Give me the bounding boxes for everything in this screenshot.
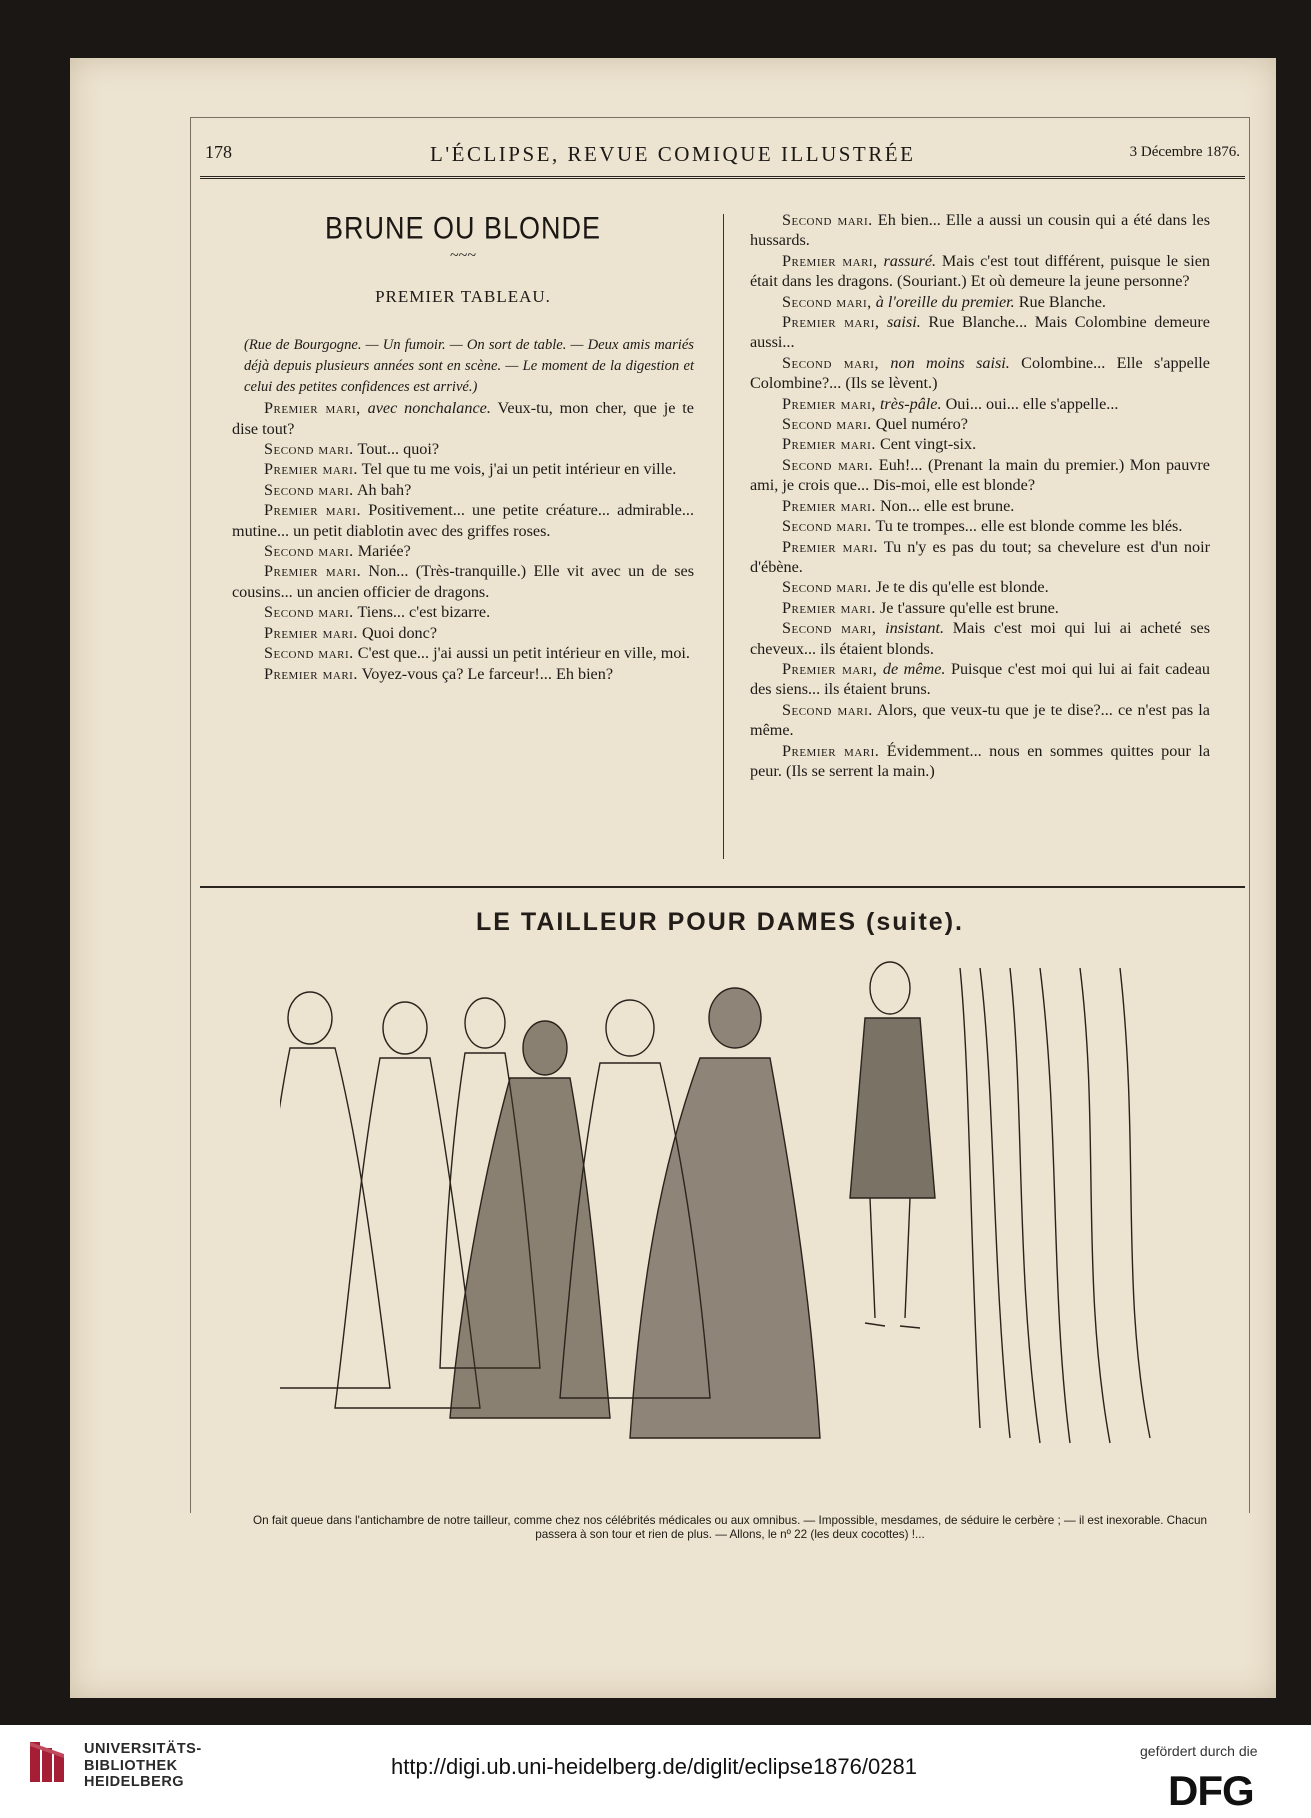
- speaker-name: Premier mari.: [782, 496, 876, 515]
- dialogue-line: [750, 292, 1210, 312]
- line-text: Non... (Très-tranquille.) Elle vit avec un de ses cousins... un ancien officier de dragons.: [232, 562, 694, 601]
- stage-cue: insistant.: [876, 619, 945, 638]
- dialogue-line: [750, 496, 1210, 516]
- speaker-name: Second mari.: [264, 542, 354, 561]
- speaker-name: Second mari.: [264, 440, 354, 459]
- line-text: Tel que tu me vois, j'ai un petit intérieur en ville.: [357, 460, 677, 479]
- right-column: [750, 210, 1210, 781]
- header-rule: [200, 176, 1245, 177]
- cartoon-title: LE TAILLEUR POUR DAMES (suite).: [476, 908, 964, 936]
- dialogue-line: [232, 643, 694, 663]
- speaker-name: Second mari.: [782, 415, 872, 434]
- dialogue-line: [232, 398, 694, 439]
- stage-cue: de même.: [877, 659, 946, 678]
- line-text: Tu n'y es pas du tout; sa chevelure est d'un noir d'ébène.: [750, 537, 1210, 576]
- header-rule-double: [200, 178, 1245, 179]
- source-url-link[interactable]: http://digi.ub.uni-heidelberg.de/diglit/eclipse1876/0281: [391, 1754, 917, 1779]
- speaker-name: Second mari.: [782, 455, 874, 474]
- dialogue-line: [750, 251, 1210, 292]
- speaker-name: Premier mari.: [264, 460, 358, 479]
- speaker-name: Premier mari.: [264, 562, 362, 581]
- line-text: Mais c'est tout différent, puisque le sien était dans les dragons. (Souriant.) Et où demeure la jeune personne?: [750, 251, 1211, 291]
- speaker-name: Second mari,: [782, 619, 877, 638]
- line-text: Voyez-vous ça? Le farceur!... Eh bien?: [357, 664, 614, 683]
- speaker-name: Second mari,: [782, 292, 872, 311]
- university-logo-icon: [28, 1738, 72, 1786]
- dialogue-line: [232, 664, 694, 684]
- speaker-name: Second mari.: [264, 644, 354, 663]
- stage-cue: avec nonchalance.: [360, 399, 491, 418]
- line-text: Veux-tu, mon cher, que je te dise tout?: [232, 399, 694, 438]
- speaker-name: Second mari.: [782, 578, 872, 597]
- line-text: Colombine... Elle s'appelle Colombine?... (Ils se lèvent.): [750, 353, 1210, 393]
- dialogue-line: [750, 210, 1210, 251]
- line-text: Tiens... c'est bizarre.: [353, 603, 491, 622]
- dialogue-line: [232, 439, 694, 459]
- line-text: Puisque c'est moi qui lui ai fait cadeau des siens... ils étaient bruns.: [750, 659, 1210, 699]
- stage-cue: à l'oreille du premier.: [871, 292, 1015, 311]
- speaker-name: Premier mari.: [782, 741, 880, 760]
- dialogue-line: [750, 353, 1210, 394]
- page-header: [205, 142, 1240, 172]
- speaker-name: Premier mari,: [782, 251, 878, 270]
- line-text: Rue Blanche.: [1014, 292, 1106, 311]
- line-text: Oui... oui... elle s'appelle...: [941, 394, 1119, 413]
- section-rule: [200, 886, 1245, 888]
- dialogue-line: [750, 455, 1210, 496]
- line-text: Ah bah?: [353, 480, 412, 499]
- speaker-name: Premier mari.: [782, 537, 878, 556]
- journal-title: L'ÉCLIPSE, REVUE COMIQUE ILLUSTRÉE: [430, 142, 916, 166]
- dialogue-line: [750, 598, 1210, 618]
- speaker-name: Premier mari,: [782, 394, 876, 413]
- line-text: Eh bien... Elle a aussi un cousin qui a été dans les hussards.: [750, 211, 1210, 250]
- speaker-name: Second mari,: [782, 353, 880, 372]
- speaker-name: Premier mari.: [782, 598, 876, 617]
- speaker-name: Second mari.: [782, 700, 873, 719]
- dialogue-line: [232, 561, 694, 602]
- line-text: Tu te trompes... elle est blonde comme les blés.: [871, 517, 1183, 536]
- speaker-name: Premier mari,: [782, 659, 878, 678]
- stage-cue: très-pâle.: [875, 394, 942, 413]
- dfg-logo[interactable]: DFG: [1168, 1767, 1254, 1814]
- tableau-heading: PREMIER TABLEAU.: [375, 286, 551, 306]
- line-text: Mariée?: [353, 542, 411, 561]
- speaker-name: Premier mari.: [782, 435, 876, 454]
- line-text: Cent vingt-six.: [875, 435, 977, 454]
- dialogue-line: [750, 414, 1210, 434]
- speaker-name: Premier mari.: [264, 623, 358, 642]
- dialogue-line: [750, 434, 1210, 454]
- stage-cue: rassuré.: [877, 251, 937, 270]
- speaker-name: Premier mari,: [782, 313, 880, 332]
- dialogue-line: [232, 459, 694, 479]
- line-text: Je t'assure qu'elle est brune.: [875, 598, 1059, 617]
- dialogue-line: [750, 537, 1210, 578]
- page-number: 178: [205, 142, 232, 162]
- library-name[interactable]: UNIVERSITÄTS- BIBLIOTHEK HEIDELBERG: [84, 1741, 202, 1790]
- stage-direction: (Rue de Bourgogne. — Un fumoir. — On sort de table. — Deux amis mariés déjà depuis plusieurs années sont en scène. — Le moment de la digestion et celui des petites confidences est arrivé.): [244, 337, 694, 396]
- dialogue-line: [232, 623, 694, 643]
- tailor-illustration: [280, 948, 1180, 1448]
- line-text: C'est que... j'ai aussi un petit intérieur en ville, moi.: [353, 644, 690, 663]
- left-column: [232, 210, 694, 684]
- dialogue-line: [750, 741, 1210, 782]
- funding-notice: gefördert durch die: [1140, 1743, 1258, 1759]
- dialogue-line: [750, 394, 1210, 414]
- speaker-name: Premier mari.: [264, 664, 358, 683]
- dialogue-line: [750, 312, 1210, 353]
- dialogue-line: [750, 700, 1210, 741]
- lady-figure: [280, 992, 390, 1388]
- issue-date: 3 Décembre 1876.: [1129, 144, 1240, 160]
- line-text: Quoi donc?: [357, 623, 438, 642]
- speaker-name: Second mari.: [264, 603, 354, 622]
- dialogue-line: [750, 659, 1210, 700]
- article-title: BRUNE OU BLONDE: [324, 210, 602, 246]
- line-text: Quel numéro?: [871, 415, 968, 434]
- line-text: Rue Blanche... Mais Colombine demeure aussi...: [750, 313, 1210, 352]
- line-text: Mais c'est moi qui lui ai acheté ses cheveux... ils étaient blonds.: [750, 619, 1210, 658]
- speaker-name: Second mari.: [782, 517, 872, 536]
- line-text: Alors, que veux-tu que je te dise?... ce n'est pas la même.: [750, 700, 1210, 740]
- cartoon-caption: On fait queue dans l'antichambre de notre tailleur, comme chez nos célébrités médicales ou aux omnibus. — Impossible, mesdames, de séduire le cerbère ; — il est inexorable. Chacun passera à son tour et rien de plus. — Allons, le nº 22 (les deux cocottes) !...: [253, 1514, 1207, 1541]
- speaker-name: Premier mari,: [264, 399, 361, 418]
- stage-cue: non moins saisi.: [879, 353, 1010, 372]
- line-text: Non... elle est brune.: [875, 496, 1015, 515]
- title-ornament: ~~~: [450, 247, 476, 265]
- column-divider: [723, 214, 724, 859]
- line-text: Tout... quoi?: [353, 440, 440, 459]
- speaker-name: Premier mari.: [264, 501, 362, 520]
- dialogue-line: [750, 516, 1210, 536]
- speaker-name: Second mari.: [264, 480, 354, 499]
- line-text: Je te dis qu'elle est blonde.: [871, 578, 1049, 597]
- line-text: Euh!... (Prenant la main du premier.) Mon pauvre ami, je crois que... Dis-moi, elle est blonde?: [750, 455, 1210, 495]
- dialogue-line: [232, 480, 694, 500]
- dialogue-left: [232, 398, 694, 684]
- dialogue-line: [750, 577, 1210, 597]
- speaker-name: Second mari.: [782, 211, 873, 229]
- dialogue-line: [232, 500, 694, 541]
- line-text: Positivement... une petite créature... admirable... mutine... un petit diablotin avec des griffes roses.: [232, 501, 694, 540]
- line-text: Évidemment... nous en sommes quittes pour la peur. (Ils se serrent la main.): [750, 741, 1210, 780]
- doorman-figure: [850, 962, 935, 1328]
- dialogue-line: [232, 602, 694, 622]
- dialogue-line: [232, 541, 694, 561]
- stage-cue: saisi.: [879, 313, 921, 332]
- dialogue-line: [750, 618, 1210, 659]
- dialogue-right: [750, 210, 1210, 781]
